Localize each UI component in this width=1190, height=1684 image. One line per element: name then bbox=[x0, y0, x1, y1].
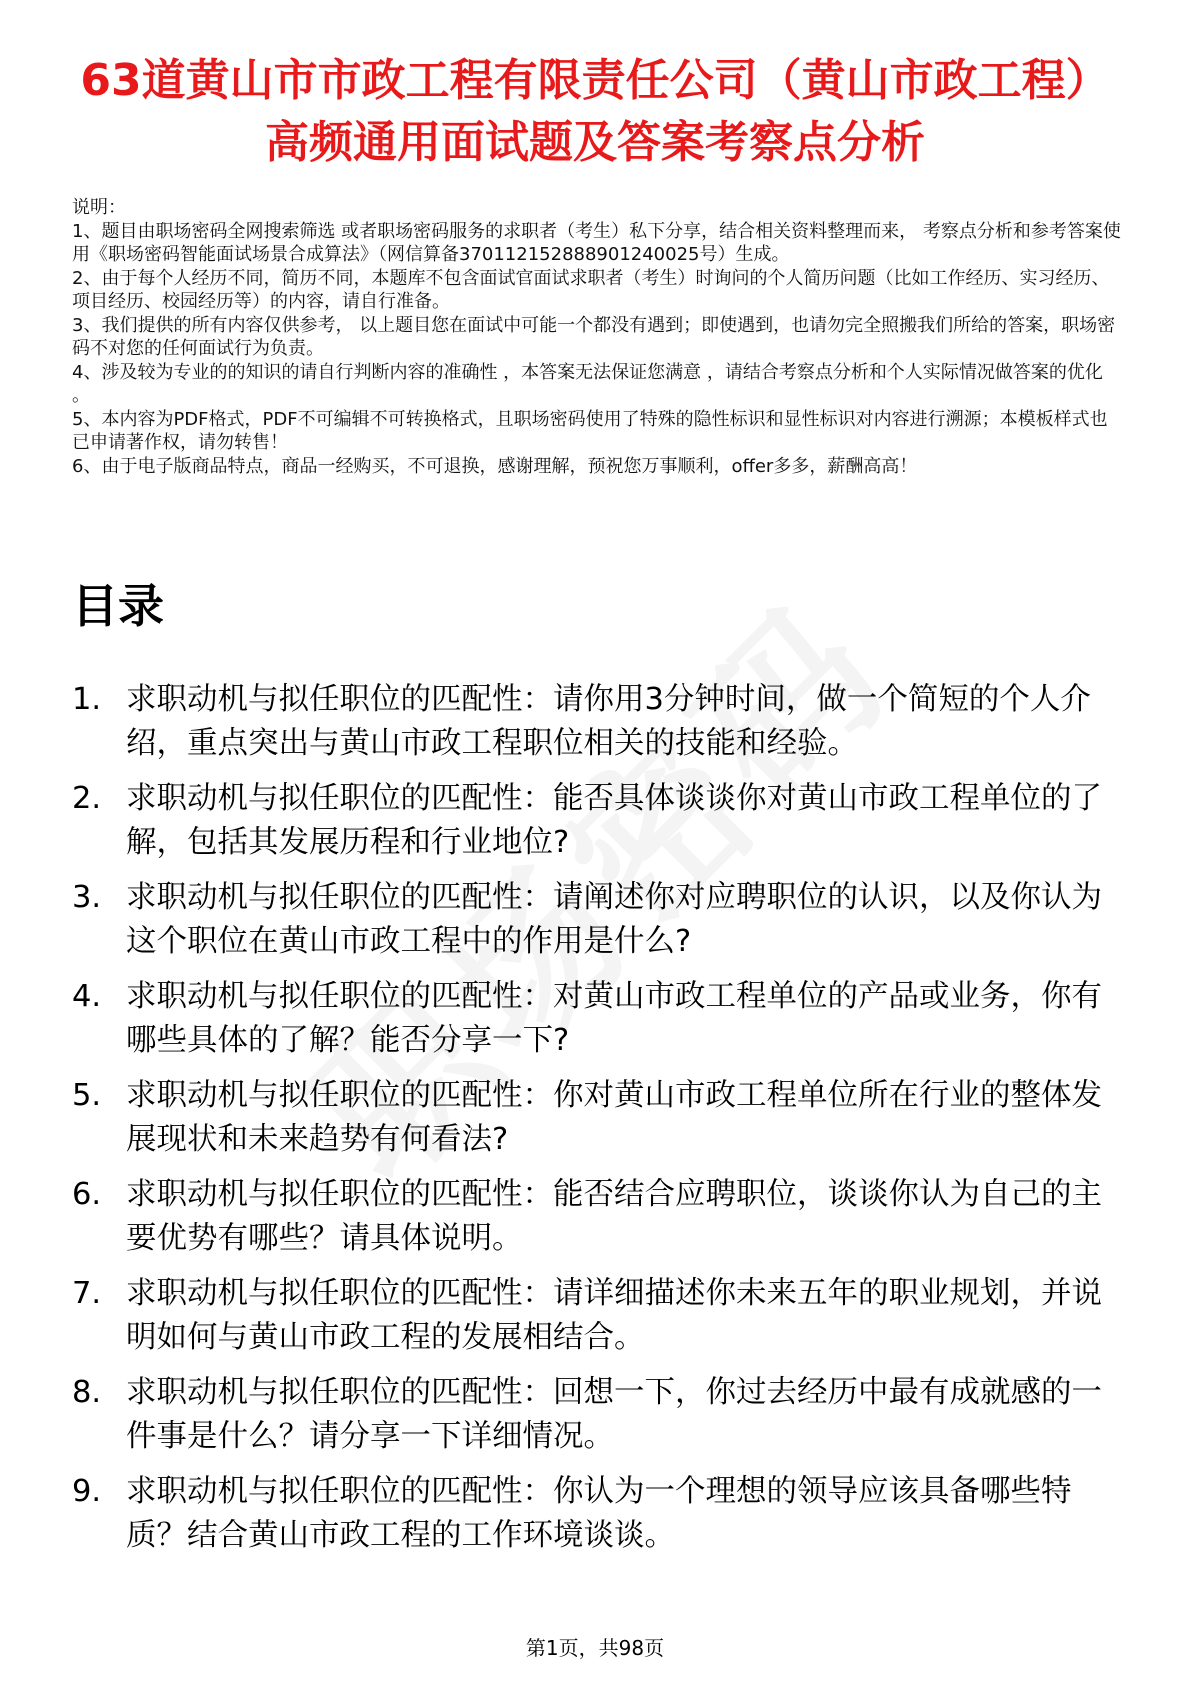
toc-item-text: 求职动机与拟任职位的匹配性：请你用3分钟时间，做一个简短的个人介绍，重点突出与黄山市政工程职位相关的技能和经验。 bbox=[126, 682, 1091, 761]
toc-item-text: 求职动机与拟任职位的匹配性：请阐述你对应聘职位的认识，以及你认为这个职位在黄山市政工程中的作用是什么? bbox=[126, 880, 1102, 959]
toc-item[interactable] bbox=[72, 876, 1132, 964]
toc-item-number: 8. bbox=[72, 1375, 102, 1410]
toc-item[interactable] bbox=[72, 975, 1132, 1063]
toc-item[interactable] bbox=[72, 1470, 1132, 1558]
toc-item-number: 1. bbox=[72, 682, 102, 717]
notes-section bbox=[72, 196, 1122, 478]
toc-item[interactable] bbox=[72, 1371, 1132, 1459]
toc-item-number: 3. bbox=[72, 880, 102, 915]
toc-item-text: 求职动机与拟任职位的匹配性：对黄山市政工程单位的产品或业务，你有哪些具体的了解？能否分享一下? bbox=[126, 979, 1102, 1058]
toc-item[interactable] bbox=[72, 1272, 1132, 1360]
note-item: 5、本内容为PDF格式，PDF不可编辑不可转换格式，且职场密码使用了特殊的隐性标识和显性标识对内容进行溯源；本模板样式也已申请著作权，请勿转售！ bbox=[72, 408, 1108, 453]
toc-item[interactable] bbox=[72, 1173, 1132, 1261]
toc-item-number: 5. bbox=[72, 1078, 102, 1113]
toc-item-text: 求职动机与拟任职位的匹配性：你对黄山市政工程单位所在行业的整体发展现状和未来趋势有何看法? bbox=[126, 1078, 1102, 1157]
note-item: 2、由于每个人经历不同，简历不同，本题库不包含面试官面试求职者（考生）时询问的个人简历问题（比如工作经历、实习经历、项目经历、校园经历等）的内容，请自行准备。 bbox=[72, 267, 1110, 312]
toc-item-number: 7. bbox=[72, 1276, 102, 1311]
toc-item-text: 求职动机与拟任职位的匹配性：能否具体谈谈你对黄山市政工程单位的了解，包括其发展历程和行业地位? bbox=[126, 781, 1102, 860]
toc-item[interactable] bbox=[72, 777, 1132, 865]
toc-item-number: 2. bbox=[72, 781, 102, 816]
note-item: 6、由于电子版商品特点，商品一经购买，不可退换，感谢理解，预祝您万事顺利，offer多多，薪酬高高！ bbox=[72, 455, 918, 477]
toc-item-number: 4. bbox=[72, 979, 102, 1014]
toc-item-text: 求职动机与拟任职位的匹配性：回想一下，你过去经历中最有成就感的一件事是什么？请分享一下详细情况。 bbox=[126, 1375, 1102, 1454]
toc-list bbox=[72, 678, 1132, 1569]
note-item: 4、涉及较为专业的的知识的请自行判断内容的准确性 ，本答案无法保证您满意 ，请结合考察点分析和个人实际情况做答案的优化 。 bbox=[72, 361, 1103, 406]
toc-item[interactable] bbox=[72, 678, 1132, 766]
toc-item-text: 求职动机与拟任职位的匹配性：请详细描述你未来五年的职业规划，并说明如何与黄山市政工程的发展相结合。 bbox=[126, 1276, 1102, 1355]
toc-item-text: 求职动机与拟任职位的匹配性：你认为一个理想的领导应该具备哪些特质？结合黄山市政工程的工作环境谈谈。 bbox=[126, 1474, 1072, 1553]
toc-item-text: 求职动机与拟任职位的匹配性：能否结合应聘职位，谈谈你认为自己的主要优势有哪些？请具体说明。 bbox=[126, 1177, 1102, 1256]
toc-item-number: 6. bbox=[72, 1177, 102, 1212]
notes-heading: 说明： bbox=[72, 197, 126, 218]
toc-heading: 目录 bbox=[72, 579, 164, 633]
note-item: 3、我们提供的所有内容仅供参考， 以上题目您在面试中可能一个都没有遇到；即使遇到，也请勿完全照搬我们所给的答案，职场密码不对您的任何面试行为负责。 bbox=[72, 314, 1116, 359]
page-footer: 第1页，共98页 bbox=[525, 1636, 665, 1660]
note-item: 1、题目由职场密码全网搜索筛选 或者职场密码服务的求职者（考生）私下分享，结合相关资料整理而来， 考察点分析和参考答案使用《职场密码智能面试场景合成算法》（网信算备370112152888901240025号）生成。 bbox=[72, 220, 1121, 265]
toc-item-number: 9. bbox=[72, 1474, 102, 1509]
document-title: 63道黄山市市政工程有限责任公司（黄山市政工程）高频通用面试题及答案考察点分析 bbox=[80, 55, 1110, 168]
toc-item[interactable] bbox=[72, 1074, 1132, 1162]
